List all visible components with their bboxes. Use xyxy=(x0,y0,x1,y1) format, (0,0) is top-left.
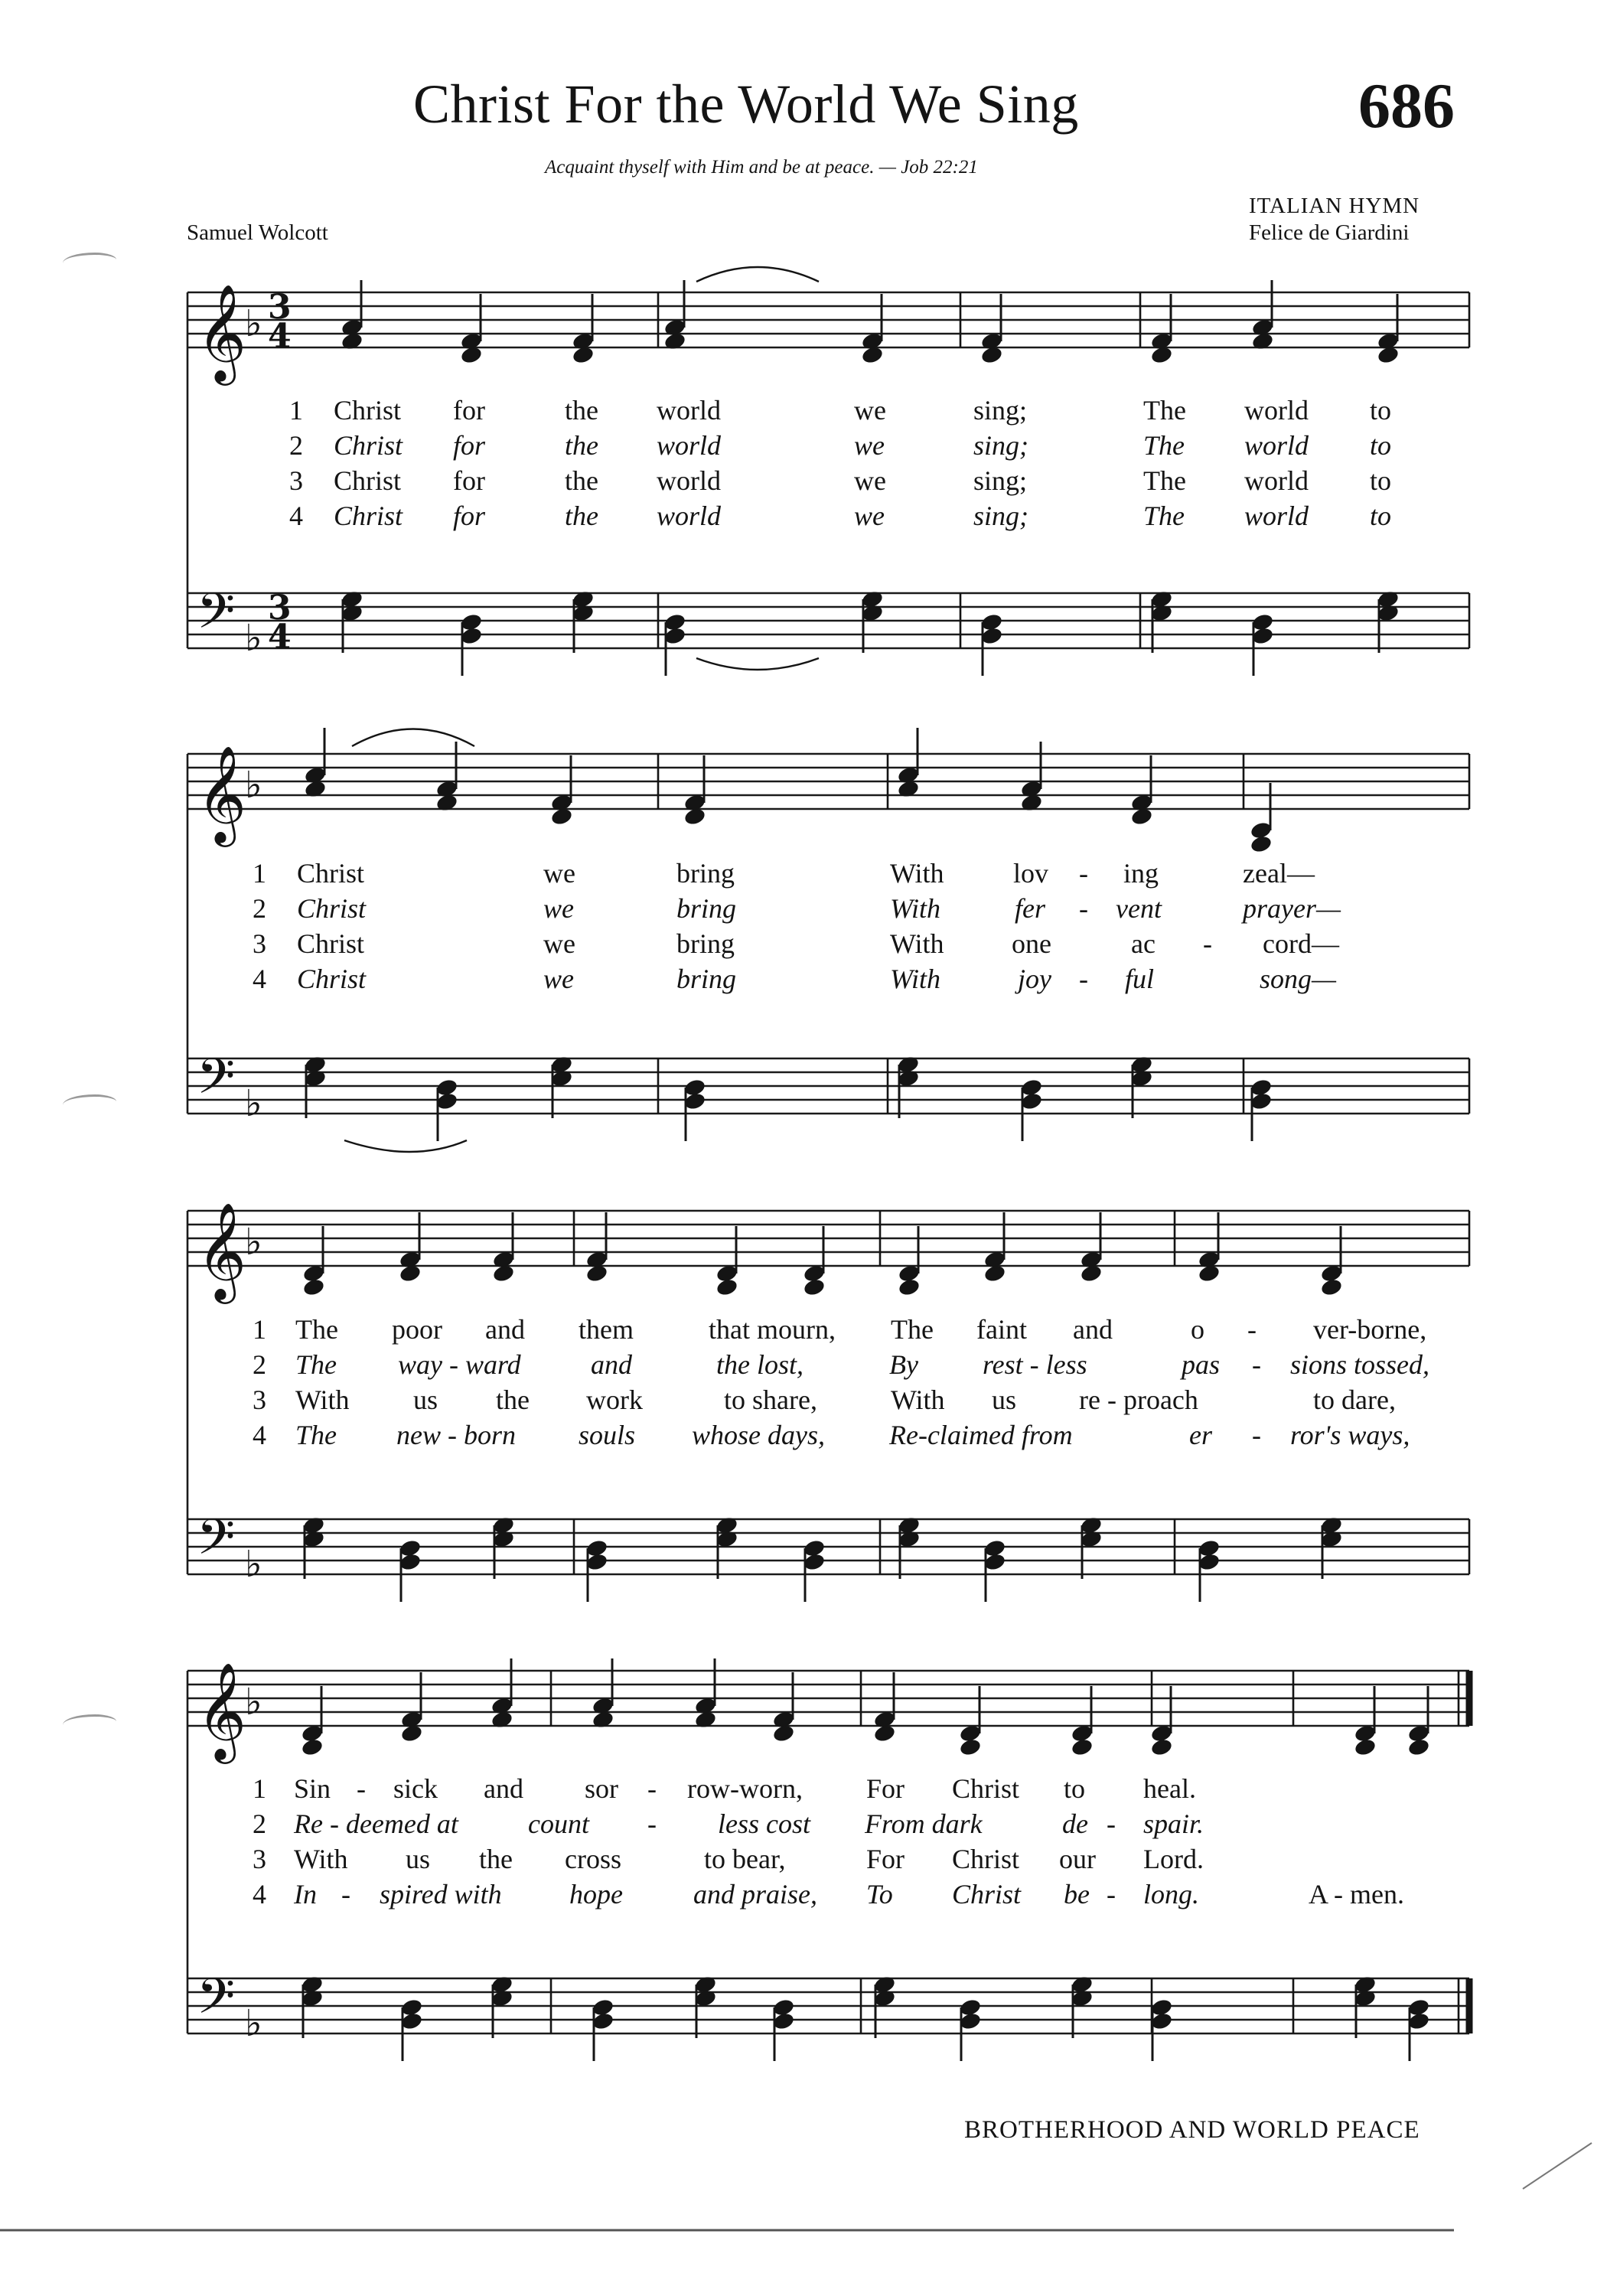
scripture-epigraph: Acquaint thyself with Him and be at peace. — Job 22:21 xyxy=(545,157,978,178)
lyric-syllable: With xyxy=(890,928,944,959)
note-head xyxy=(1354,1737,1377,1757)
lyric-syllable: Re - deemed at xyxy=(294,1808,458,1839)
verse-number: 1 xyxy=(253,1773,266,1804)
lyric-syllable: the xyxy=(565,501,598,531)
lyric-syllable: to xyxy=(1370,465,1392,496)
lyric-syllable: for xyxy=(453,501,486,531)
lyric-syllable: the xyxy=(565,430,598,461)
flat-icon: ♭ xyxy=(245,764,262,807)
lyric-syllable: Christ xyxy=(334,430,403,461)
lyric-syllable: us xyxy=(413,1384,438,1415)
lyric-syllable: The xyxy=(295,1349,337,1380)
lyric-syllable: long. xyxy=(1143,1879,1200,1910)
lyric-syllable: world xyxy=(1244,430,1309,461)
lyric-syllable: With xyxy=(890,858,944,889)
lyric-syllable: heal. xyxy=(1143,1773,1196,1804)
lyric-syllable: With xyxy=(890,893,941,924)
lyric-syllable: Re-claimed from xyxy=(889,1420,1073,1450)
lyric-syllable: less cost xyxy=(718,1808,810,1839)
section-footer: BROTHERHOOD AND WORLD PEACE xyxy=(964,2116,1420,2144)
lyric-syllable: song— xyxy=(1260,964,1337,994)
verse-number: 3 xyxy=(253,1384,266,1415)
flat-icon: ♭ xyxy=(245,1082,262,1125)
lyric-syllable: bring xyxy=(676,858,735,889)
lyric-syllable: re - proach xyxy=(1079,1384,1198,1415)
lyric-syllable: sing; xyxy=(973,501,1028,531)
lyric-syllable: fer xyxy=(1015,893,1045,924)
lyric-syllable: Christ xyxy=(952,1773,1020,1804)
note-head xyxy=(1071,1737,1094,1757)
lyric-syllable: Christ xyxy=(297,858,365,889)
verse-number: 1 xyxy=(253,1314,266,1345)
verse-number: 3 xyxy=(289,465,303,496)
lyric-syllable: Lord. xyxy=(1143,1844,1204,1874)
lyric-syllable: one xyxy=(1012,928,1051,959)
author-credit: Samuel Wolcott xyxy=(187,220,328,245)
lyric-syllable: Christ xyxy=(952,1844,1020,1874)
lyric-syllable: and praise, xyxy=(693,1879,817,1910)
lyric-syllable: The xyxy=(891,1314,934,1345)
lyric-syllable: The xyxy=(1143,465,1186,496)
treble-staff xyxy=(187,754,1469,809)
note-head xyxy=(302,1277,326,1297)
lyric-syllable: world xyxy=(657,430,722,461)
hymn-title: Christ For the World We Sing xyxy=(413,73,1079,135)
bass-staff xyxy=(187,593,1469,648)
lyric-syllable: cord— xyxy=(1263,928,1339,959)
lyric-syllable: world xyxy=(657,395,721,426)
lyric-syllable: Christ xyxy=(297,928,365,959)
lyric-syllable: to bear, xyxy=(704,1844,786,1874)
lyric-syllable: Christ xyxy=(297,964,367,994)
lyric-syllable: With xyxy=(890,964,941,994)
lyric-syllable: sing; xyxy=(973,395,1028,426)
lyric-syllable: sions tossed, xyxy=(1290,1349,1430,1380)
lyric-syllable: From dark xyxy=(865,1808,983,1839)
note-head xyxy=(301,1737,324,1757)
lyric-syllable: world xyxy=(1244,465,1309,496)
time-signature-bottom: 4 xyxy=(268,317,292,356)
lyric-syllable: and xyxy=(591,1349,632,1380)
lyric-syllable: ing xyxy=(1123,858,1159,889)
flat-icon: ♭ xyxy=(245,1543,262,1586)
treble-staff xyxy=(187,1671,1469,1726)
lyric-syllable: - xyxy=(1079,893,1088,924)
flat-icon: ♭ xyxy=(245,1681,262,1724)
lyric-syllable: souls xyxy=(579,1420,636,1450)
lyric-syllable: Christ xyxy=(297,893,367,924)
note-head xyxy=(803,1277,826,1297)
lyric-syllable: - xyxy=(1252,1420,1261,1450)
lyric-syllable: that mourn, xyxy=(709,1314,836,1345)
note-head xyxy=(959,1737,983,1757)
lyric-syllable: we xyxy=(543,858,575,889)
treble-staff xyxy=(187,292,1469,347)
lyric-syllable: to xyxy=(1064,1773,1086,1804)
bass-clef-icon: 𝄢 xyxy=(197,1049,236,1117)
lyric-syllable: Sin xyxy=(294,1773,331,1804)
lyric-syllable: our xyxy=(1059,1844,1096,1874)
lyric-syllable: pas xyxy=(1182,1349,1221,1380)
lyric-syllable: In xyxy=(294,1879,317,1910)
lyric-syllable: we xyxy=(854,501,885,531)
bass-clef-icon: 𝄢 xyxy=(197,1968,236,2037)
lyric-syllable: joy xyxy=(1018,964,1051,994)
lyric-syllable: faint xyxy=(976,1314,1027,1345)
lyric-syllable: spair. xyxy=(1143,1808,1204,1839)
time-signature-bottom: 4 xyxy=(268,618,292,657)
lyric-syllable: bring xyxy=(676,964,737,994)
treble-clef-icon: 𝄞 xyxy=(197,745,247,843)
verse-number: 1 xyxy=(253,858,266,889)
bass-staff xyxy=(187,1058,1469,1114)
lyric-syllable: For xyxy=(866,1844,905,1874)
lyric-syllable: whose days, xyxy=(692,1420,825,1450)
lyric-syllable: us xyxy=(406,1844,431,1874)
lyric-syllable: For xyxy=(866,1773,905,1804)
lyric-syllable: - xyxy=(341,1879,350,1910)
flat-icon: ♭ xyxy=(245,302,262,345)
lyric-syllable: The xyxy=(1143,501,1185,531)
lyric-syllable: and xyxy=(1073,1314,1113,1345)
treble-staff xyxy=(187,1211,1469,1266)
lyric-syllable: ver-borne, xyxy=(1313,1314,1427,1345)
verse-number: 3 xyxy=(253,1844,266,1874)
flat-icon: ♭ xyxy=(245,617,262,660)
treble-clef-icon: 𝄞 xyxy=(197,1202,247,1300)
lyric-syllable: we xyxy=(854,430,885,461)
lyric-syllable: the xyxy=(565,465,598,496)
amen: A - men. xyxy=(1309,1879,1404,1910)
lyric-syllable: bring xyxy=(676,928,735,959)
verse-number: 1 xyxy=(289,395,303,426)
lyric-syllable: lov xyxy=(1013,858,1049,889)
page-edge-line xyxy=(1523,2143,1592,2189)
lyric-syllable: world xyxy=(657,501,722,531)
lyric-syllable: ful xyxy=(1125,964,1155,994)
lyric-syllable: to dare, xyxy=(1313,1384,1396,1415)
lyric-syllable: and xyxy=(484,1773,523,1804)
lyric-syllable: sor xyxy=(585,1773,618,1804)
bass-staff xyxy=(187,1519,1469,1574)
lyric-syllable: - xyxy=(1079,964,1088,994)
lyric-syllable: to xyxy=(1370,430,1392,461)
lyric-syllable: work xyxy=(586,1384,643,1415)
lyric-syllable: them xyxy=(579,1314,634,1345)
tune-name: ITALIAN HYMN xyxy=(1249,194,1420,218)
lyric-syllable: prayer— xyxy=(1243,893,1341,924)
lyric-syllable: the lost, xyxy=(716,1349,804,1380)
lyric-syllable: - xyxy=(647,1808,657,1839)
lyric-syllable: Christ xyxy=(334,395,402,426)
flat-icon: ♭ xyxy=(245,2002,262,2045)
lyric-syllable: we xyxy=(543,964,574,994)
lyric-syllable: Christ xyxy=(334,465,402,496)
verse-number: 4 xyxy=(253,964,266,994)
flat-icon: ♭ xyxy=(245,1221,262,1264)
lyric-syllable: de xyxy=(1062,1808,1088,1839)
lyric-syllable: With xyxy=(891,1384,945,1415)
lyric-syllable: the xyxy=(565,395,598,426)
lyric-syllable: - xyxy=(1107,1879,1116,1910)
tie-arc xyxy=(696,267,819,282)
note-head xyxy=(1250,834,1273,854)
lyric-syllable: way - ward xyxy=(398,1349,521,1380)
lyric-syllable: bring xyxy=(676,893,737,924)
lyric-syllable: to xyxy=(1370,501,1392,531)
verse-number: 2 xyxy=(253,893,266,924)
lyric-syllable: Christ xyxy=(334,501,403,531)
lyric-syllable: to share, xyxy=(724,1384,817,1415)
lyric-syllable: to xyxy=(1370,395,1392,426)
time-signature-top: 3 xyxy=(268,589,292,628)
lyric-syllable: for xyxy=(453,465,485,496)
lyric-syllable: The xyxy=(295,1420,337,1450)
lyric-syllable: - xyxy=(1079,858,1088,889)
treble-clef-icon: 𝄞 xyxy=(197,283,247,381)
lyric-syllable: sing; xyxy=(973,465,1028,496)
lyric-syllable: ror's ways, xyxy=(1290,1420,1410,1450)
lyric-syllable: hope xyxy=(569,1879,623,1910)
lyric-syllable: spired with xyxy=(380,1879,502,1910)
lyric-syllable: rest - less xyxy=(983,1349,1087,1380)
lyric-syllable: To xyxy=(866,1879,893,1910)
tie-arc xyxy=(344,1140,467,1152)
lyric-syllable: - xyxy=(1252,1349,1261,1380)
lyric-syllable: - xyxy=(1247,1314,1257,1345)
lyric-syllable: world xyxy=(1244,395,1309,426)
lyric-syllable: be xyxy=(1064,1879,1090,1910)
lyric-syllable: The xyxy=(1143,430,1185,461)
verse-number: 2 xyxy=(253,1808,266,1839)
lyric-syllable: ac xyxy=(1131,928,1156,959)
bass-clef-icon: 𝄢 xyxy=(197,583,236,652)
verse-number: 2 xyxy=(289,430,303,461)
note-head xyxy=(898,1277,921,1297)
lyric-syllable: sick xyxy=(393,1773,438,1804)
lyric-syllable: cross xyxy=(565,1844,621,1874)
verse-number: 4 xyxy=(253,1879,266,1910)
verse-number: 3 xyxy=(253,928,266,959)
lyric-syllable: With xyxy=(294,1844,348,1874)
lyric-syllable: By xyxy=(889,1349,918,1380)
lyric-syllable: sing; xyxy=(973,430,1028,461)
verse-number: 4 xyxy=(289,501,303,531)
lyric-syllable: - xyxy=(1203,928,1212,959)
lyric-syllable: - xyxy=(1107,1808,1116,1839)
lyric-syllable: us xyxy=(992,1384,1017,1415)
verse-number: 4 xyxy=(253,1420,266,1450)
lyric-syllable: we xyxy=(854,395,886,426)
lyric-syllable: the xyxy=(479,1844,513,1874)
lyric-syllable: we xyxy=(854,465,886,496)
note-head xyxy=(715,1277,739,1297)
bass-clef-icon: 𝄢 xyxy=(197,1509,236,1578)
bass-staff xyxy=(187,1978,1469,2033)
lyric-syllable: for xyxy=(453,430,486,461)
note-head xyxy=(1407,1737,1431,1757)
lyric-syllable: for xyxy=(453,395,485,426)
lyric-syllable: world xyxy=(657,465,721,496)
lyric-syllable: we xyxy=(543,893,574,924)
lyric-syllable: the xyxy=(496,1384,530,1415)
lyric-syllable: Christ xyxy=(952,1879,1022,1910)
note-head xyxy=(1150,1737,1174,1757)
lyric-syllable: and xyxy=(485,1314,525,1345)
tie-arc xyxy=(696,658,819,670)
lyric-syllable: With xyxy=(295,1384,350,1415)
lyric-syllable: count xyxy=(528,1808,589,1839)
time-signature-top: 3 xyxy=(268,288,292,327)
lyric-syllable: The xyxy=(295,1314,338,1345)
lyric-syllable: o xyxy=(1191,1314,1204,1345)
treble-clef-icon: 𝄞 xyxy=(197,1662,247,1760)
lyric-syllable: vent xyxy=(1116,893,1162,924)
lyric-syllable: row-worn, xyxy=(687,1773,803,1804)
lyric-syllable: - xyxy=(647,1773,657,1804)
lyric-syllable: poor xyxy=(392,1314,442,1345)
lyric-syllable: world xyxy=(1244,501,1309,531)
hymn-number: 686 xyxy=(1358,70,1455,142)
lyric-syllable: zeal— xyxy=(1243,858,1315,889)
lyric-syllable: er xyxy=(1189,1420,1212,1450)
lyric-syllable: new - born xyxy=(396,1420,516,1450)
composer-credit: Felice de Giardini xyxy=(1249,220,1410,245)
verse-number: 2 xyxy=(253,1349,266,1380)
lyric-syllable: The xyxy=(1143,395,1186,426)
lyric-syllable: - xyxy=(357,1773,366,1804)
lyric-syllable: we xyxy=(543,928,575,959)
note-head xyxy=(1320,1277,1344,1297)
